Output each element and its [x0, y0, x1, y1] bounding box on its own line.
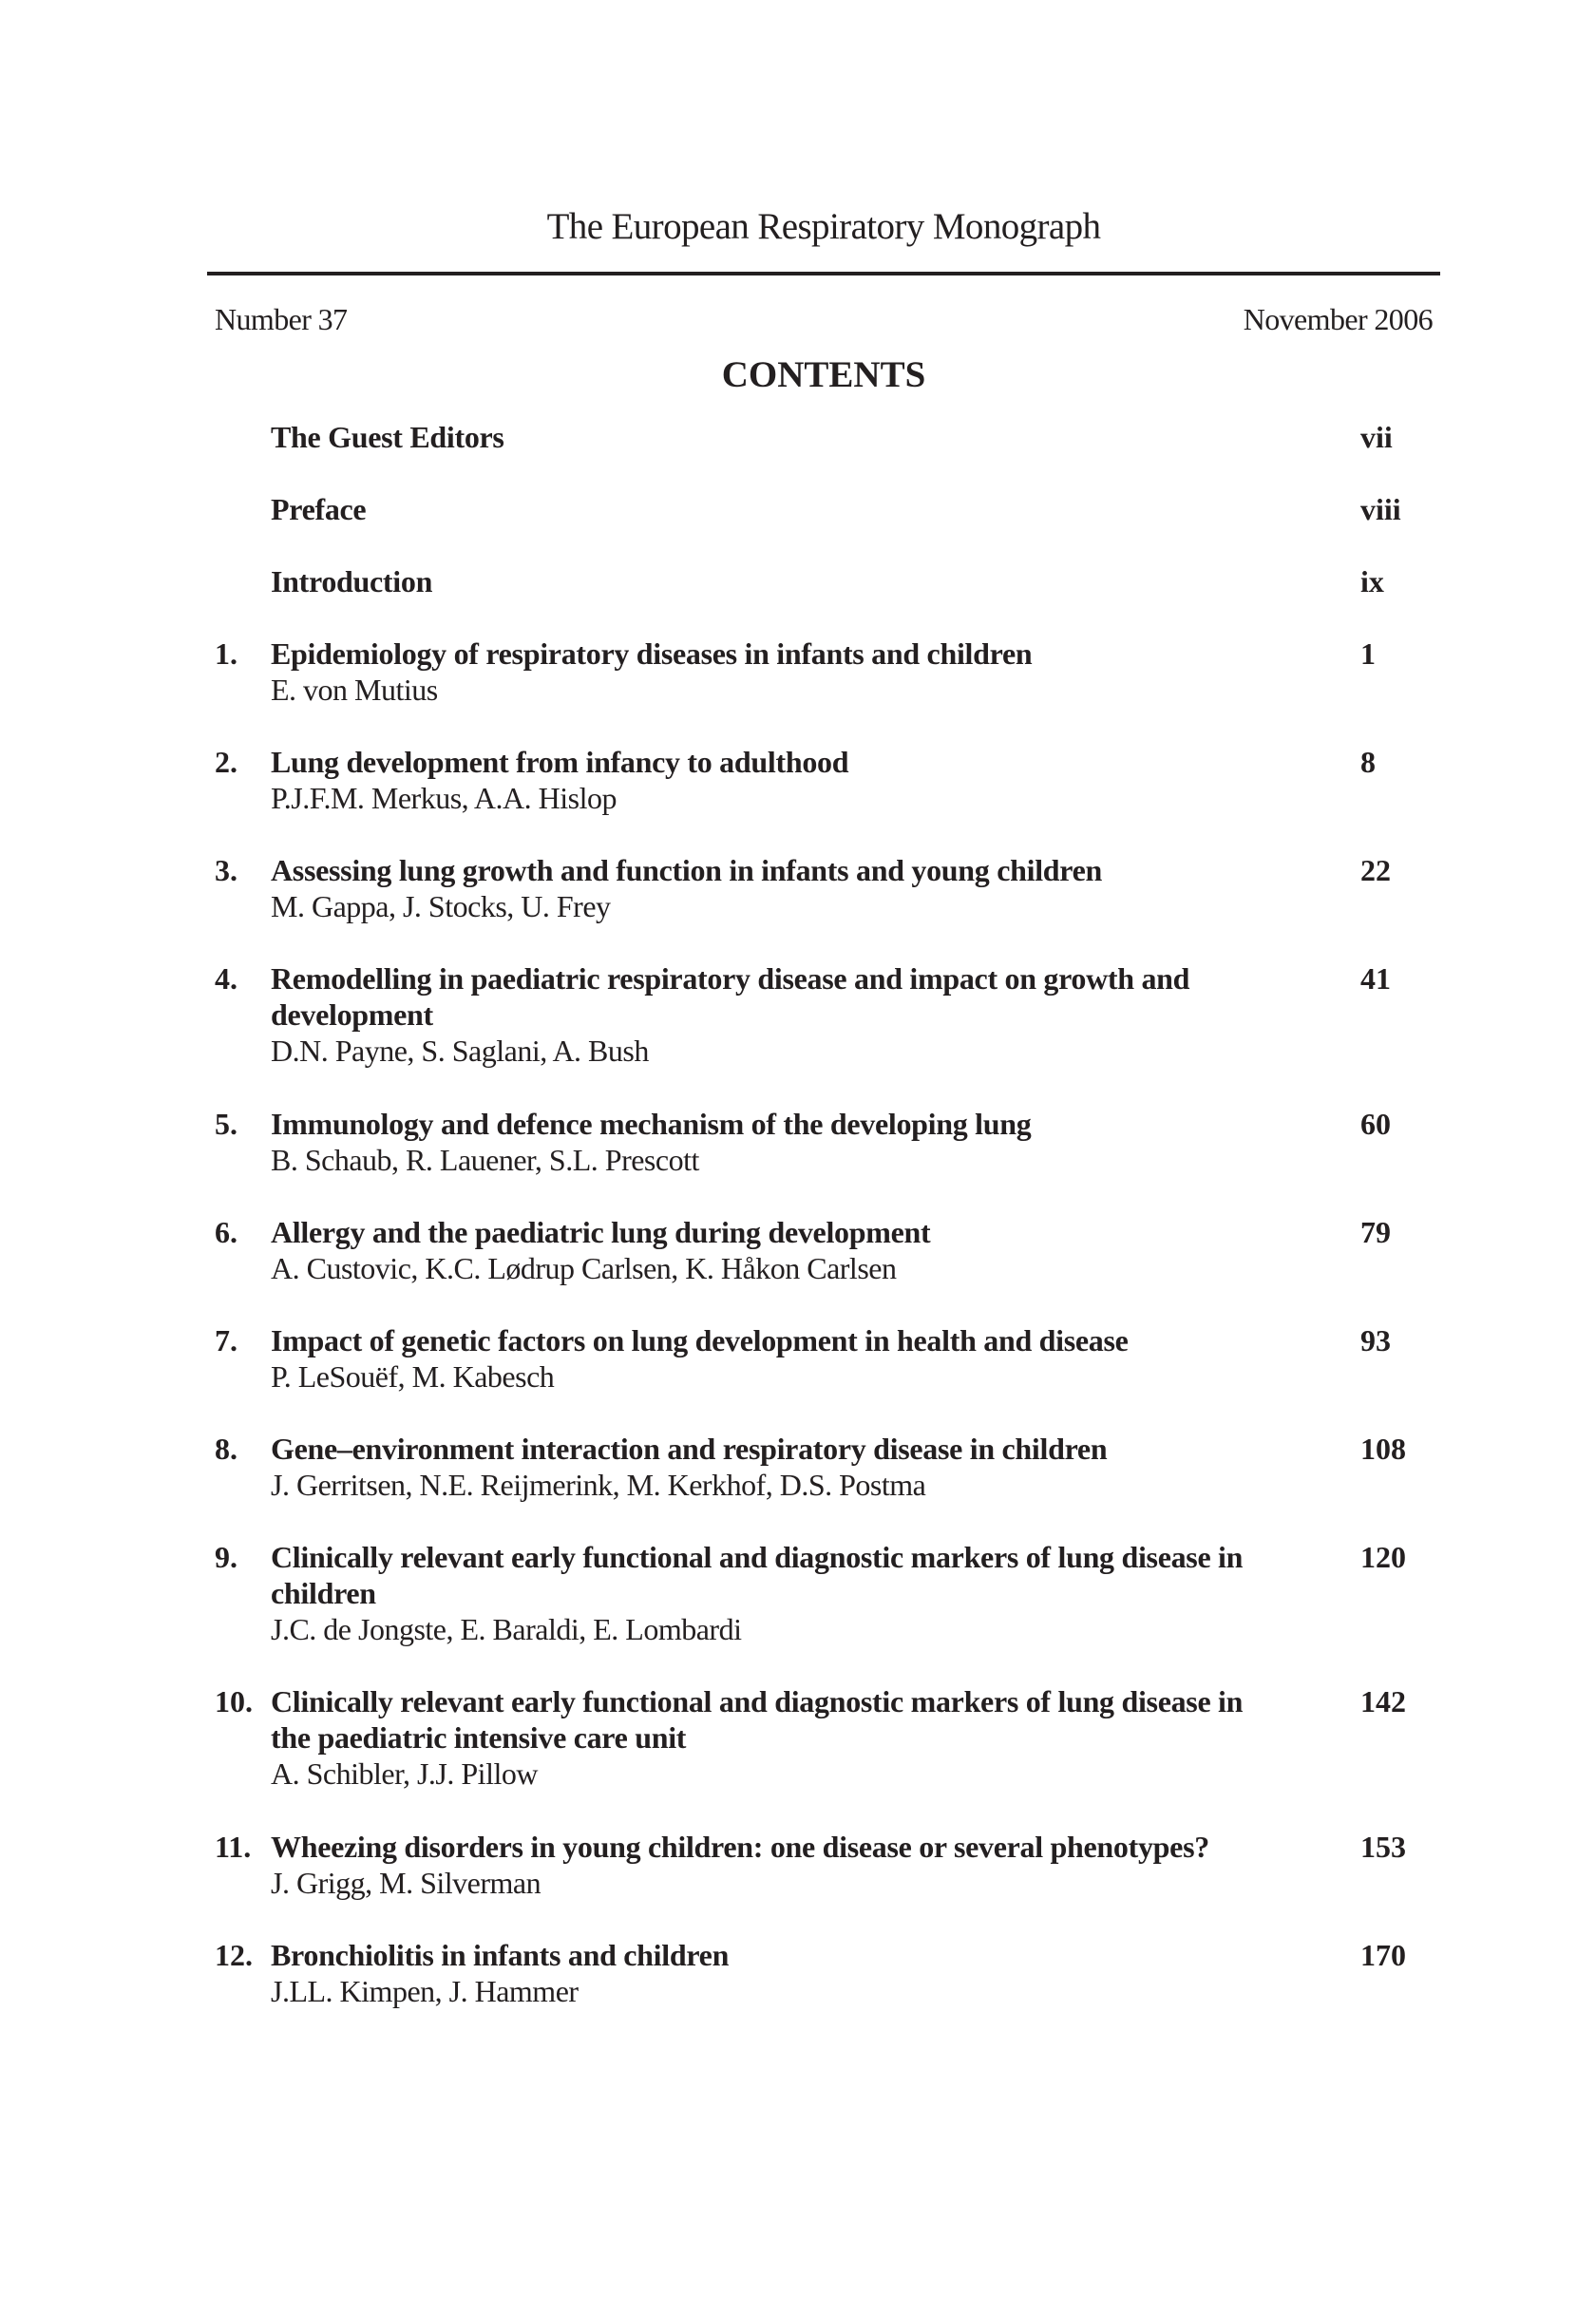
chapter-title: Bronchiolitis in infants and children — [271, 1938, 730, 1972]
chapter-authors: J. Gerritsen, N.E. Reijmerink, M. Kerkhof, D.S. Postma — [271, 1468, 926, 1502]
issue-date: November 2006 — [1243, 302, 1433, 336]
chapter-page: 108 — [1360, 1432, 1406, 1466]
chapter-authors: B. Schaub, R. Lauener, S.L. Prescott — [271, 1143, 699, 1177]
chapter-page: 142 — [1360, 1684, 1406, 1718]
chapter-title: Clinically relevant early functional and diagnostic markers of lung disease in the paediatric intensive care unit — [271, 1684, 1244, 1755]
chapter-authors: A. Custovic, K.C. Lødrup Carlsen, K. Håkon Carlsen — [271, 1251, 897, 1285]
chapter-authors: J. Grigg, M. Silverman — [271, 1866, 542, 1900]
chapter-number: 12. — [215, 1938, 253, 1972]
journal-title: The European Respiratory Monograph — [546, 206, 1101, 247]
chapter-number: 4. — [215, 961, 238, 996]
chapter-page: 79 — [1360, 1215, 1391, 1249]
chapter-number: 3. — [215, 853, 238, 887]
chapter-number: 2. — [215, 745, 238, 779]
chapter-title: Clinically relevant early functional and diagnostic markers of lung disease in children — [271, 1540, 1244, 1610]
toc-entry-page: viii — [1360, 492, 1401, 526]
chapter-page: 170 — [1360, 1938, 1406, 1972]
chapter-authors: J.C. de Jongste, E. Baraldi, E. Lombardi — [271, 1612, 742, 1646]
chapter-number: 10. — [215, 1684, 253, 1718]
chapter-title: Remodelling in paediatric respiratory disease and impact on growth and development — [271, 961, 1190, 1032]
chapter-title: Epidemiology of respiratory diseases in infants and children — [271, 636, 1033, 671]
toc-entry-page: ix — [1360, 564, 1384, 598]
chapter-title: Gene–environment interaction and respiratory disease in children — [271, 1432, 1108, 1466]
chapter-title: Wheezing disorders in young children: one disease or several phenotypes? — [271, 1830, 1209, 1864]
chapter-title: Lung development from infancy to adulthood — [271, 745, 849, 779]
chapter-authors: J.LL. Kimpen, J. Hammer — [271, 1974, 579, 2008]
chapter-authors: E. von Mutius — [271, 673, 438, 707]
toc-entry-title: Preface — [271, 492, 367, 526]
chapter-page: 153 — [1360, 1830, 1406, 1864]
chapter-number: 8. — [215, 1432, 238, 1466]
chapter-authors: P. LeSouëf, M. Kabesch — [271, 1359, 555, 1394]
chapter-title: Assessing lung growth and function in infants and young children — [271, 853, 1103, 887]
chapter-number: 7. — [215, 1323, 238, 1357]
chapter-page: 93 — [1360, 1323, 1391, 1357]
chapter-authors: M. Gappa, J. Stocks, U. Frey — [271, 889, 611, 923]
header-rule — [207, 272, 1440, 275]
chapter-number: 9. — [215, 1540, 238, 1574]
chapter-title: Impact of genetic factors on lung development in health and disease — [271, 1323, 1129, 1357]
chapter-page: 1 — [1360, 636, 1376, 671]
chapter-number: 6. — [215, 1215, 238, 1249]
chapter-page: 41 — [1360, 961, 1391, 996]
chapter-authors: A. Schibler, J.J. Pillow — [271, 1756, 538, 1791]
toc-entry-title: Introduction — [271, 564, 433, 598]
chapter-number: 5. — [215, 1107, 238, 1141]
issue-number: Number 37 — [215, 302, 348, 336]
chapter-authors: D.N. Payne, S. Saglani, A. Bush — [271, 1034, 649, 1068]
chapter-page: 22 — [1360, 853, 1391, 887]
chapter-title: Immunology and defence mechanism of the developing lung — [271, 1107, 1032, 1141]
chapter-number: 1. — [215, 636, 238, 671]
chapter-authors: P.J.F.M. Merkus, A.A. Hislop — [271, 781, 617, 815]
chapter-title: Allergy and the paediatric lung during development — [271, 1215, 931, 1249]
chapter-page: 8 — [1360, 745, 1376, 779]
toc-entry-title: The Guest Editors — [271, 420, 504, 454]
contents-heading: CONTENTS — [721, 354, 926, 395]
toc-entry-page: vii — [1360, 420, 1393, 454]
chapter-number: 11. — [215, 1830, 252, 1864]
chapter-page: 120 — [1360, 1540, 1406, 1574]
chapter-page: 60 — [1360, 1107, 1391, 1141]
